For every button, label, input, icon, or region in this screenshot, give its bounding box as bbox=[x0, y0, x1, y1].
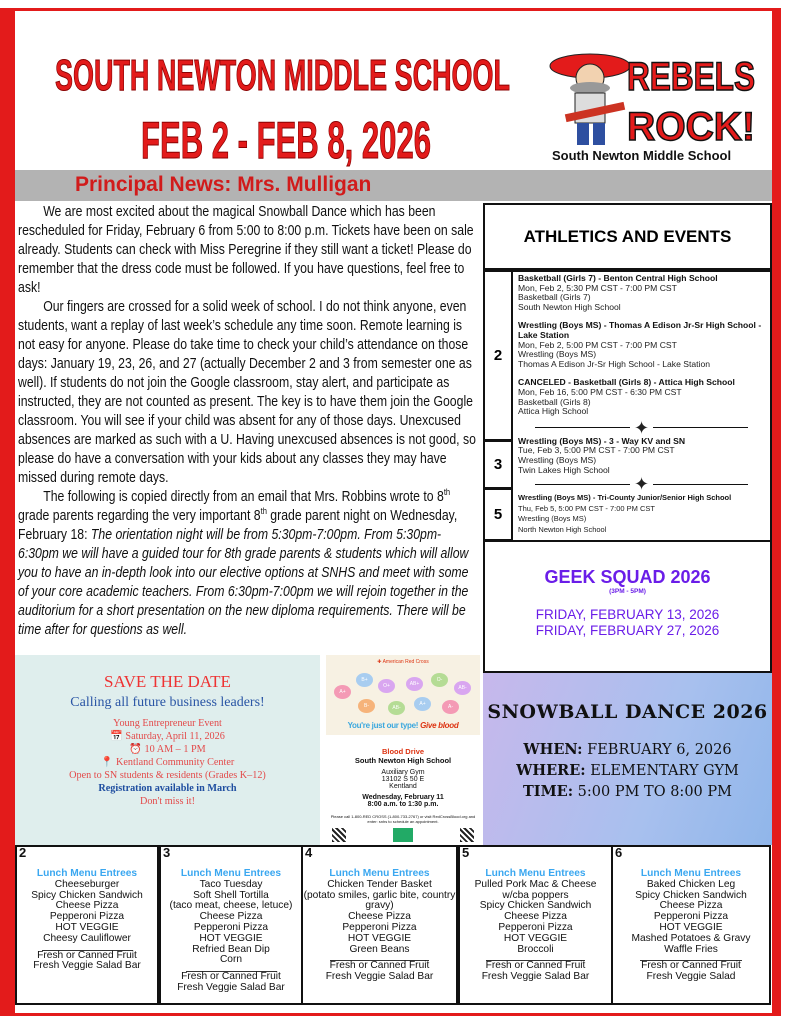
lunch-day-card bbox=[611, 845, 771, 1005]
logo-school-name: South Newton Middle School bbox=[552, 148, 732, 163]
geek-squad-panel bbox=[483, 540, 772, 673]
lunch-day-card bbox=[301, 845, 458, 1005]
text: Twin Lakes High School bbox=[518, 464, 610, 475]
snowball-title: SNOWBALL DANCE 2026 bbox=[487, 701, 768, 723]
heart-icon: O+ bbox=[378, 679, 395, 693]
paragraph: Our fingers are crossed for a solid week of school. I do not think anyone, even students, want a replay of last week’s schedule any time soon. Remote learning is not easy for anyone. Please do take time to check your child’s attendance on those days: January 19, 23, 26, and 27 (actually December 2 and 3 from semester one as well). If students do not join the Google classroom, stay alert, and participate as instructed, they are not counted as present. The key is to have them join the Google classroom. You will see if your child was absent for any of those days. Unexcused absences are marked as such with a U. Having unexcused absences is not good, so please do have a conversation with your kids about any classes they may have missed during remote days. bbox=[18, 299, 476, 486]
geek-squad-date: FRIDAY, FEBRUARY 13, 2026 bbox=[535, 607, 720, 622]
text: Mon, Feb 2, 5:30 PM CST - 7:00 PM CST bbox=[518, 282, 677, 293]
text: Wrestling (Boys MS) bbox=[518, 514, 587, 524]
text: Spicy Chicken Sandwich bbox=[635, 889, 747, 901]
text: Wrestling (Boys MS) bbox=[518, 349, 597, 360]
text: Fresh Veggie Salad Bar bbox=[325, 971, 434, 983]
text: Fresh or Canned Fruit bbox=[181, 971, 281, 983]
text: Pepperoni Pizza bbox=[49, 911, 125, 923]
text: Pepperoni Pizza bbox=[193, 921, 269, 933]
text: Wrestling (Boys MS) - Thomas A Edison Jr-Sr High School - Lake Station bbox=[518, 320, 762, 340]
lunch-heading: Lunch Menu Entrees bbox=[329, 868, 430, 879]
text: Wrestling (Boys MS) bbox=[518, 454, 597, 465]
page-border-left bbox=[0, 10, 15, 1016]
page-border-bottom bbox=[0, 1013, 781, 1016]
text: Corn bbox=[219, 954, 243, 966]
text: Cheeseburger bbox=[54, 878, 120, 890]
date-range-title-wrapper bbox=[138, 104, 436, 168]
text: Chicken Tender Basket bbox=[327, 878, 432, 890]
lunch-heading: Lunch Menu Entrees bbox=[485, 868, 586, 879]
text: WHEN: bbox=[523, 741, 583, 758]
text: Thomas A Edison Jr-Sr High School - Lake Station bbox=[518, 358, 711, 369]
text: You're just our type! bbox=[347, 721, 419, 730]
text: HOT VEGGIE bbox=[347, 932, 412, 944]
save-date-title: SAVE THE DATE bbox=[104, 672, 231, 691]
lunch-day-card bbox=[15, 845, 159, 1005]
text: Pulled Pork Mac & Cheese w/cba poppers bbox=[474, 878, 597, 901]
events-list bbox=[513, 270, 772, 541]
heart-icon: O- bbox=[431, 673, 448, 687]
paragraph: We are most excited about the magical Snowball Dance which has been rescheduled for Friday, February 6 from 5:00 to 8:00 p.m. Tickets have been on sale already. Students can check with Miss Peregrine if they still want a ticket! Please do remember that the dress code must be followed. If you have questions, feel free to ask! bbox=[18, 204, 474, 296]
blood-venue: Auxiliary Gym bbox=[381, 769, 425, 776]
athletics-heading: ATHLETICS AND EVENTS bbox=[483, 203, 772, 270]
text: Fresh or Canned Fruit bbox=[37, 949, 137, 961]
text: Fresh Veggie Salad Bar bbox=[481, 971, 590, 983]
text: Pepperoni Pizza bbox=[653, 911, 729, 923]
heart-icon: AB- bbox=[388, 701, 405, 715]
text: Fresh Veggie Salad Bar bbox=[33, 960, 141, 972]
text: Soft Shell Tortilla bbox=[193, 889, 269, 901]
event-eligibility: Open to SN students & residents (Grades K–12) bbox=[69, 770, 266, 781]
text: Basketball (Girls 7) - Benton Central High School bbox=[518, 273, 718, 283]
text: Wrestling (Boys MS) - Tri-County Junior/Senior High School bbox=[518, 493, 732, 503]
text: North Newton High School bbox=[518, 524, 607, 534]
snowball-time bbox=[483, 783, 772, 800]
save-the-date-flyer bbox=[15, 655, 320, 845]
lunch-heading: Lunch Menu Entrees bbox=[640, 868, 742, 879]
text: Cheese Pizza bbox=[659, 900, 723, 912]
text: Cheese Pizza bbox=[199, 911, 263, 923]
text: Cheesy Cauliflower bbox=[43, 932, 131, 944]
text: Mon, Feb 2, 5:00 PM CST - 7:00 PM CST bbox=[518, 339, 677, 350]
text: Mashed Potatoes & Gravy bbox=[631, 932, 751, 944]
qr-code-icon[interactable] bbox=[460, 828, 474, 842]
text: Taco Tuesday bbox=[199, 878, 263, 890]
date-range-title: FEB 2 - FEB 8, 2026 bbox=[141, 112, 431, 168]
event-closing: Don't miss it! bbox=[139, 796, 196, 807]
text: Give blood bbox=[420, 721, 459, 730]
lunch-day-number: 2 bbox=[19, 845, 27, 860]
text: (potato smiles, garlic bite, country gravy) bbox=[303, 889, 456, 912]
text: grade parents regarding the very important 8 bbox=[18, 508, 261, 524]
geek-squad-hours: (3PM - 5PM) bbox=[609, 588, 646, 595]
lunch-heading: Lunch Menu Entrees bbox=[180, 868, 282, 879]
text: Pepperoni Pizza bbox=[342, 921, 417, 933]
event-item[interactable] bbox=[518, 321, 765, 369]
red-cross-logo: ✚ American Red Cross bbox=[377, 659, 429, 665]
text: HOT VEGGIE bbox=[503, 932, 568, 944]
star-divider-icon: ✦ bbox=[518, 477, 765, 491]
event-location: 📍 Kentland Community Center bbox=[100, 757, 235, 768]
text: Fresh Veggie Salad bbox=[646, 971, 736, 983]
text: Tue, Feb 3, 5:00 PM CST - 7:00 PM CST bbox=[518, 445, 675, 456]
principal-letter bbox=[18, 203, 482, 640]
text: Cheese Pizza bbox=[504, 911, 567, 923]
text: WHERE: bbox=[516, 762, 586, 779]
text: HOT VEGGIE bbox=[659, 921, 723, 933]
blood-time: 8:00 a.m. to 1:30 p.m. bbox=[367, 801, 439, 808]
text: Basketball (Girls 7) bbox=[518, 292, 591, 303]
text: Fresh or Canned Fruit bbox=[641, 960, 741, 972]
text: Attica High School bbox=[518, 406, 589, 417]
text: Broccoli bbox=[517, 943, 554, 955]
event-time: ⏰ 10 AM – 1 PM bbox=[129, 744, 206, 755]
geek-squad-title: GEEK SQUAD 2026 bbox=[544, 567, 711, 587]
qr-code-icon[interactable] bbox=[332, 828, 346, 842]
geek-squad-date: FRIDAY, FEBRUARY 27, 2026 bbox=[535, 623, 720, 638]
logo-line: REBELS bbox=[627, 55, 755, 99]
day-number: 2 bbox=[483, 270, 513, 441]
app-badge-icon bbox=[393, 828, 413, 842]
blood-drive-flyer bbox=[326, 655, 480, 845]
snowball-where bbox=[483, 762, 772, 779]
text: Spicy Chicken Sandwich bbox=[479, 900, 592, 912]
text: HOT VEGGIE bbox=[199, 932, 263, 944]
save-date-subtitle: Calling all future business leaders! bbox=[70, 695, 265, 710]
lunch-day-number: 3 bbox=[163, 845, 171, 860]
school-title: SOUTH NEWTON MIDDLE SCHOOL bbox=[55, 51, 510, 100]
superscript: th bbox=[443, 487, 451, 498]
text: HOT VEGGIE bbox=[55, 921, 119, 933]
text: Fresh Veggie Salad Bar bbox=[177, 981, 285, 993]
lunch-day-card bbox=[159, 845, 303, 1005]
heart-icon: AB- bbox=[454, 681, 471, 695]
blood-drive-school: South Newton High School bbox=[354, 756, 452, 765]
text: South Newton High School bbox=[518, 301, 621, 312]
event-registration: Registration available in March bbox=[98, 783, 237, 794]
rebels-rock-logo bbox=[545, 38, 760, 150]
heart-icon: AB+ bbox=[406, 677, 423, 691]
blood-contact: Please call 1-800-RED CROSS (1-800-733-2767) or visit RedCrossBlood.org and enter: snhs to schedule an appointment. bbox=[330, 814, 476, 824]
text: Wrestling (Boys MS) - 3 - Way KV and SN bbox=[518, 435, 686, 446]
superscript: th bbox=[260, 506, 267, 517]
text: American Red Cross bbox=[382, 659, 429, 665]
lunch-day-number: 4 bbox=[305, 845, 313, 860]
event-item[interactable] bbox=[518, 437, 765, 475]
text: CANCELED - Basketball (Girls 8) - Attica High School bbox=[518, 377, 735, 388]
mascot-icon bbox=[545, 38, 760, 150]
page-border-right bbox=[772, 10, 781, 1016]
text: Thu, Feb 5, 5:00 PM CST - 7:00 PM CST bbox=[518, 503, 655, 513]
text: Cheese Pizza bbox=[348, 911, 411, 923]
text: The following is copied directly from an email that Mrs. Robbins wrote to 8 bbox=[43, 489, 444, 505]
text: Refried Bean Dip bbox=[192, 943, 270, 955]
school-title-wrapper bbox=[52, 44, 517, 100]
text: TIME: bbox=[523, 783, 574, 800]
heart-icon: B+ bbox=[356, 673, 373, 687]
page-border-top bbox=[0, 8, 781, 11]
snowball-when bbox=[483, 741, 772, 758]
text: (taco meat, cheese, letuce) bbox=[169, 900, 293, 912]
text: Fresh or Canned Fruit bbox=[329, 960, 430, 972]
lunch-day-number: 5 bbox=[462, 845, 470, 860]
text: 5:00 PM TO 8:00 PM bbox=[577, 784, 732, 800]
text: Basketball (Girls 8) bbox=[518, 396, 591, 407]
text: Cheese Pizza bbox=[55, 900, 119, 912]
snowball-dance-flyer bbox=[483, 673, 772, 845]
qr-codes bbox=[332, 828, 474, 842]
text: Mon, Feb 16, 5:00 PM CST - 6:30 PM CST bbox=[518, 386, 682, 397]
heart-icon: A+ bbox=[414, 697, 431, 711]
text: Green Beans bbox=[349, 943, 410, 955]
star-divider-icon: ✦ bbox=[518, 421, 765, 435]
text: grade parent night on Wednesday, February 18: bbox=[18, 508, 458, 543]
heart-icon: A+ bbox=[334, 685, 351, 699]
principal-news-heading: Principal News: Mrs. Mulligan bbox=[75, 173, 372, 196]
event-item[interactable] bbox=[518, 493, 765, 535]
lunch-day-card bbox=[458, 845, 613, 1005]
blood-drive-title: Blood Drive bbox=[381, 747, 425, 756]
text: FEBRUARY 6, 2026 bbox=[587, 742, 732, 758]
blood-city: Kentland bbox=[389, 783, 417, 790]
text: Pepperoni Pizza bbox=[498, 921, 573, 933]
heart-icon: B- bbox=[358, 699, 375, 713]
event-name: Young Entrepreneur Event bbox=[113, 718, 222, 729]
lunch-heading: Lunch Menu Entrees bbox=[36, 868, 138, 879]
logo-line: ROCK! bbox=[627, 105, 755, 149]
day-number: 5 bbox=[483, 488, 513, 541]
day-number: 3 bbox=[483, 440, 513, 489]
text: Fresh or Canned Fruit bbox=[485, 960, 586, 972]
event-item[interactable] bbox=[518, 274, 765, 312]
lunch-day-number: 6 bbox=[615, 845, 623, 860]
blood-date: Wednesday, February 11 bbox=[362, 794, 444, 801]
text: ELEMENTARY GYM bbox=[590, 763, 739, 779]
paragraph bbox=[18, 488, 482, 640]
event-item[interactable] bbox=[518, 378, 765, 416]
text: Baked Chicken Leg bbox=[646, 878, 736, 890]
text: Waffle Fries bbox=[664, 943, 718, 955]
event-date: 📅 Saturday, April 11, 2026 bbox=[110, 731, 225, 742]
email-quote: The orientation night will be from 5:30pm-7:00pm. From 5:30pm-6:30pm we will have a guided tour for 8th grade parents & students which will allow you to have an in-depth look into our elective options at SNHS and meet with some of your core academic teachers. From 6:30pm-7:00pm we will rejoin together in the auditorium for a short presentation on the new diploma requirements. There will be time after for questions as well. bbox=[18, 527, 469, 638]
blood-address: 13102 S 50 E bbox=[381, 776, 425, 783]
text: Spicy Chicken Sandwich bbox=[31, 889, 143, 901]
blood-tagline bbox=[326, 721, 480, 730]
heart-icon: A- bbox=[442, 700, 459, 714]
